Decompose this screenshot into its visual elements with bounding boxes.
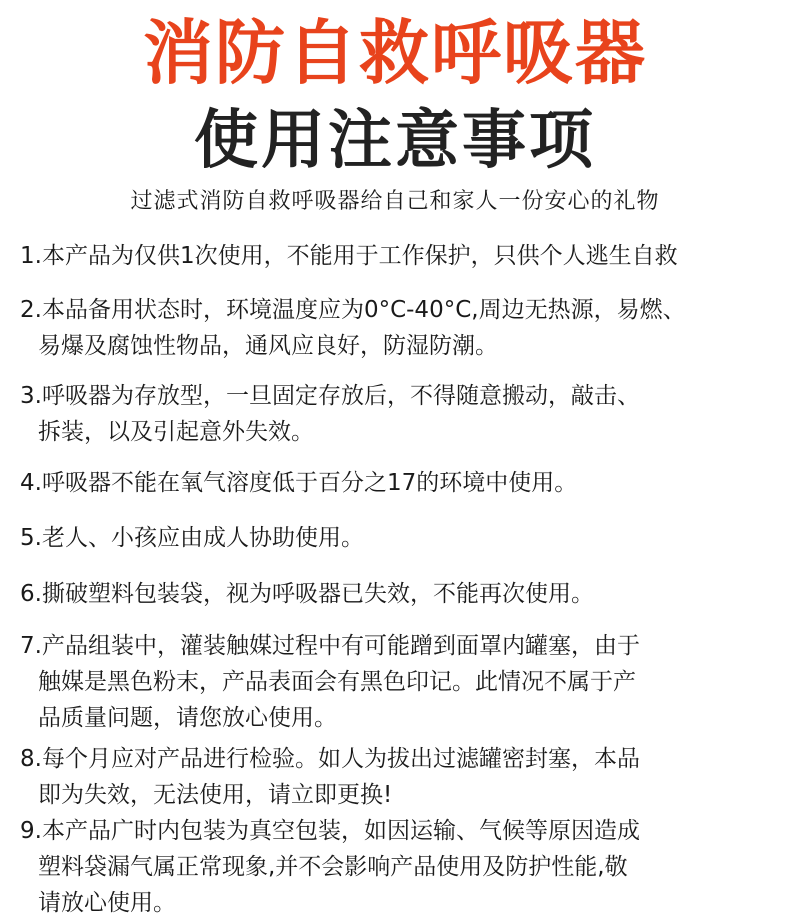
notice-item-8: [20, 741, 780, 813]
notice-item-2: [20, 292, 780, 364]
notice-item-3: [20, 378, 780, 450]
notice-line: 1.本产品为仅供1次使用，不能用于工作保护，只供个人逃生自救: [20, 243, 678, 269]
notice-line: 请放心使用。: [38, 890, 176, 916]
notice-item-5: [20, 520, 780, 556]
notice-line: 品质量问题，请您放心使用。: [38, 705, 337, 731]
notice-line: 4.呼吸器不能在氧气溶度低于百分之17的环境中使用。: [20, 470, 578, 496]
notice-line: 塑料袋漏气属正常现象,并不会影响产品使用及防护性能,敬: [38, 854, 628, 880]
notice-line: 拆装，以及引起意外失效。: [38, 419, 314, 445]
notice-line: 7.产品组装中，灌装触媒过程中有可能蹭到面罩内罐塞，由于: [20, 633, 640, 659]
notice-line: 2.本品备用状态时，环境温度应为0°C-40°C,周边无热源，易燃、: [20, 297, 686, 323]
notice-line: 易爆及腐蚀性物品，通风应良好，防湿防潮。: [38, 333, 498, 359]
notice-item-7: [20, 628, 780, 736]
notice-item-4: [20, 465, 780, 501]
notice-item-6: [20, 576, 780, 612]
notice-line: 5.老人、小孩应由成人协助使用。: [20, 525, 364, 551]
notice-line: 8.每个月应对产品进行检验。如人为拔出过滤罐密封塞，本品: [20, 746, 640, 772]
notice-item-1: [20, 238, 780, 274]
notice-line: 触媒是黑色粉末，产品表面会有黑色印记。此情况不属于产: [38, 669, 636, 695]
notice-line: 即为失效，无法使用，请立即更换!: [38, 782, 393, 808]
main-title: 消防自救呼吸器: [143, 12, 647, 94]
notice-line: 6.撕破塑料包装袋，视为呼吸器已失效，不能再次使用。: [20, 581, 594, 607]
tagline: 过滤式消防自救呼吸器给自己和家人一份安心的礼物: [130, 189, 660, 214]
subtitle: 使用注意事项: [194, 104, 596, 178]
notice-line: 3.呼吸器为存放型，一旦固定存放后，不得随意搬动，敲击、: [20, 383, 640, 409]
notice-item-9: [20, 813, 780, 921]
notice-line: 9.本产品广时内包装为真空包装，如因运输、气候等原因造成: [20, 818, 640, 844]
